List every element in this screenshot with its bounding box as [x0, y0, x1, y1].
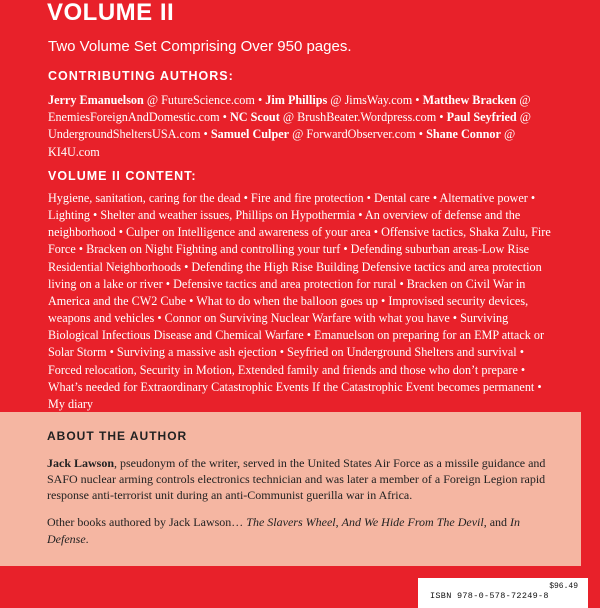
author-site: FutureScience.com — [161, 93, 255, 107]
separator: • — [254, 93, 266, 107]
author-entry: Samuel Culper @ ForwardObserver.com — [210, 127, 416, 142]
author-site: KI4U.com — [48, 144, 100, 159]
author-name: Shane Connor — [426, 127, 501, 142]
author-entry: NC Scout @ BrushBeater.Wordpress.com — [229, 110, 437, 125]
author-name: NC Scout — [229, 110, 280, 125]
about-author-heading: ABOUT THE AUTHOR — [47, 429, 188, 443]
author-site: EnemiesForeignAndDomestic.com — [48, 110, 220, 125]
contributing-authors-heading: CONTRIBUTING AUTHORS: — [48, 69, 234, 83]
author-name: Matthew Bracken — [422, 93, 517, 107]
author-name: Paul Seyfried — [446, 110, 517, 125]
volume-content-heading: VOLUME II CONTENT: — [48, 169, 197, 183]
author-bio — [47, 455, 553, 504]
separator: • — [219, 110, 230, 125]
barcode-box — [418, 578, 588, 608]
separator: • — [200, 127, 211, 142]
punctuation: , — [335, 515, 342, 529]
other-books — [47, 514, 553, 548]
contributing-authors-list — [48, 92, 558, 161]
punctuation: , and — [483, 515, 511, 529]
separator: • — [415, 127, 427, 142]
other-books-intro: Other books authored by Jack Lawson… — [47, 515, 247, 529]
separator: • — [436, 110, 447, 125]
author-site: BrushBeater.Wordpress.com — [297, 110, 437, 125]
book-title: The Slavers Wheel — [246, 515, 336, 529]
book-title: And We Hide From The Devil — [341, 515, 484, 529]
price-label: $96.49 — [549, 582, 578, 591]
set-description: Two Volume Set Comprising Over 950 pages. — [48, 38, 352, 55]
author-site: ForwardObserver.com — [306, 127, 416, 142]
author-name: Samuel Culper — [210, 127, 290, 142]
punctuation: . — [85, 532, 89, 546]
author-entry: Shane Connor @ KI4U.com — [48, 127, 516, 159]
author-entry: Jerry Emanuelson @ FutureScience.com — [48, 93, 255, 107]
isbn-label: ISBN 978-0-578-72249-8 — [430, 591, 549, 601]
about-author-panel — [0, 412, 581, 566]
author-site: JimsWay.com — [344, 93, 413, 107]
volume-content-text: Hygiene, sanitation, caring for the dead • Fire and fire protection • Dental care • Alternative power • Lighting • Shelter and weather issues, Phillips on Hypothermia • An overview of defense and the neighborhood • Culper on Intelligence and awareness of your area • Offensive tactics, Shaka Zulu, Fire Force • Bracken on Night Fighting and controlling your turf • Defending suburban areas-Low Rise Residential Neighborhoods • Defending the High Rise Building Defensive tactics and area protection living on a lake or river • Defensive tactics and area protection for rural • Bracken on Civil War in America and the CW2 Cube • What to do when the balloon goes up • Improvised security devices, weapons and vehicles • Connor on Surviving Nuclear Warfare with what you have • Surviving Biological Infectious Disease and Chemical Warfare • Emanuelson on preparing for an EMP attack or Solar Storm • Surviving a massive ash ejection • Seyfried on Underground Shelters and survival • Forced relocation, Security in Motion, Extended family and friends and those who don’t prepare • What’s needed for Extraordinary Catastrophic Events If the Catastrophic Event becomes permanent • My diary — [48, 191, 551, 411]
author-name: Jack Lawson — [47, 456, 115, 470]
author-entry: Matthew Bracken @ EnemiesForeignAndDomestic.com — [48, 93, 531, 125]
volume-title: VOLUME II — [47, 0, 175, 26]
book-title: In Defense — [47, 515, 521, 546]
author-entry: Paul Seyfried @ UndergroundSheltersUSA.com — [48, 110, 531, 142]
author-name: Jerry Emanuelson — [48, 93, 144, 107]
bio-text: , pseudonym of the writer, served in the United States Air Force as a missile guidance and SAFO nuclear arming controls electronics technician and was later a member of a Foreign Legion rapid response anti-terrorist unit during an anti-Communist guerilla war in Africa. — [47, 456, 546, 503]
author-entry: Jim Phillips @ JimsWay.com — [265, 93, 413, 107]
separator: • — [412, 93, 423, 107]
author-name: Jim Phillips — [265, 93, 328, 107]
author-site: UndergroundSheltersUSA.com — [48, 127, 201, 142]
